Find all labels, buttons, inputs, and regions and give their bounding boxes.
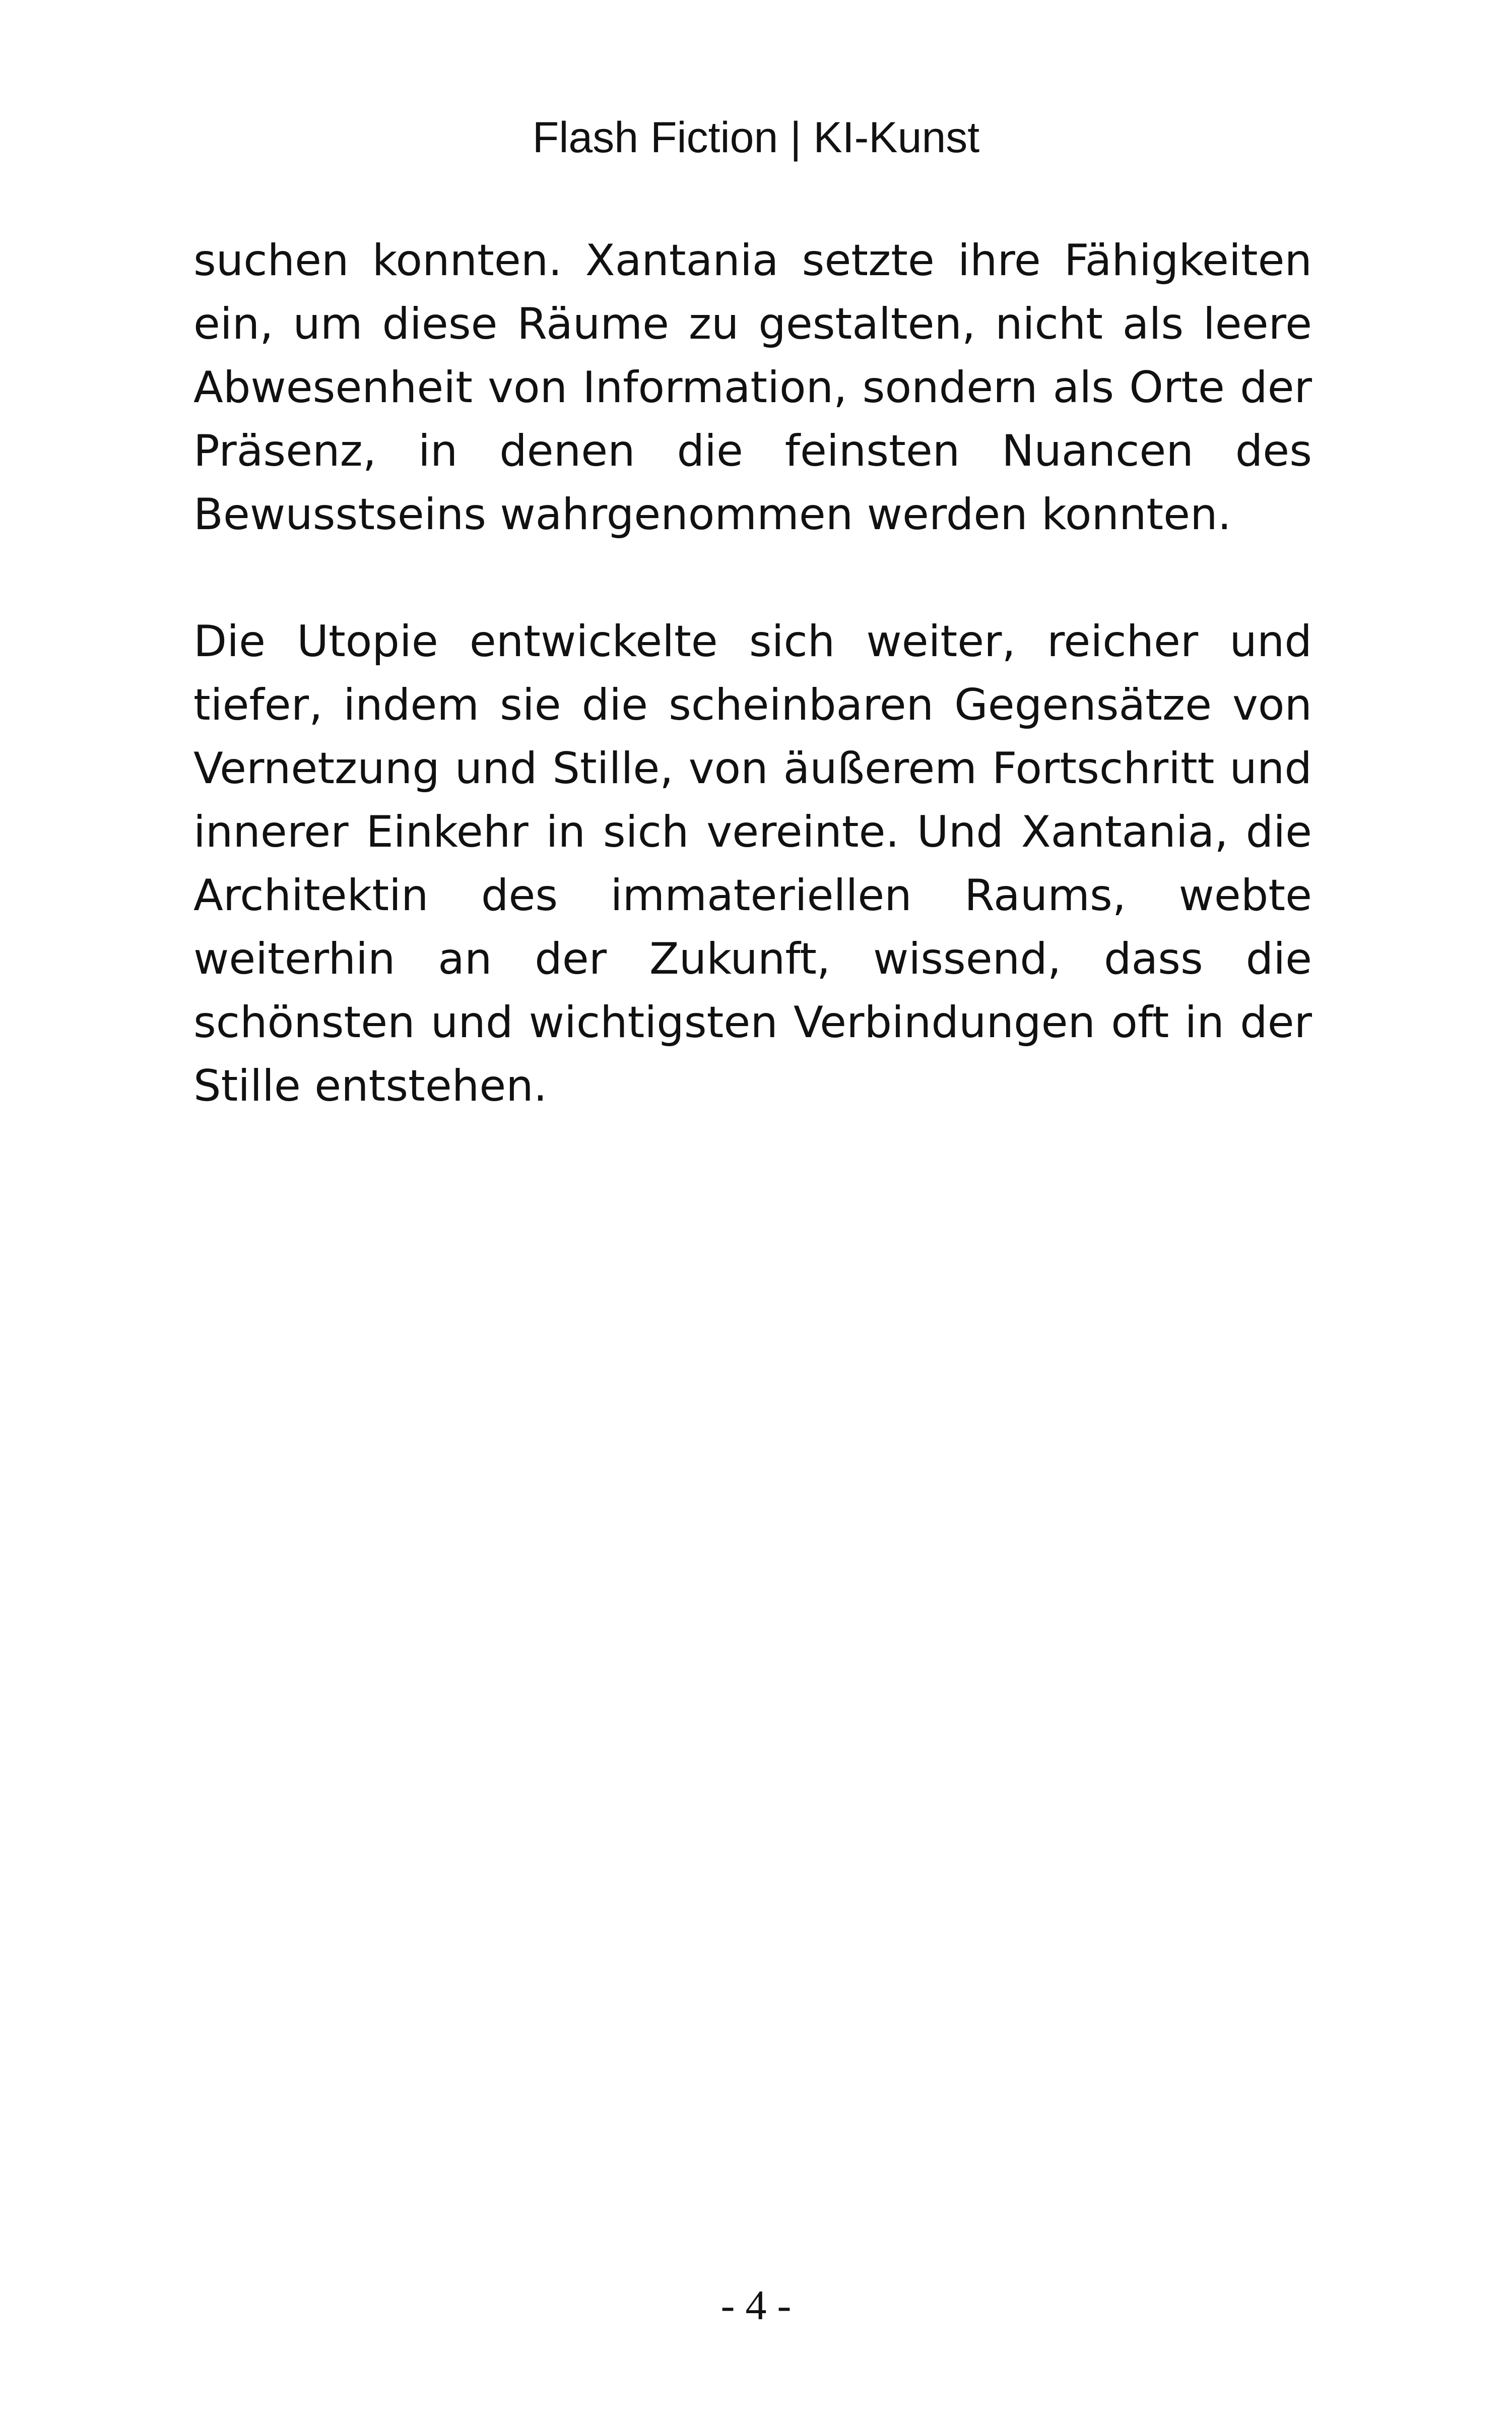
page-number: - 4 - — [720, 2282, 792, 2329]
running-header: Flash Fiction | KI-Kunst — [532, 113, 980, 162]
body-text — [193, 229, 1312, 1118]
paragraph-2: Die Utopie entwickelte sich weiter, reicher und tiefer, indem sie die scheinbaren Gegensätze von Vernetzung und Stille, von äußerem Fortschritt und innerer Einkehr in sich vereinte. Und Xantania, die Architektin des immateriellen Raums, webte weiterhin an der Zukunft, wissend, dass die schönsten und wichtigsten Verbindungen oft in der Stille entstehen. — [193, 616, 1312, 1111]
paragraph-1: suchen konnten. Xantania setzte ihre Fähigkeiten ein, um diese Räume zu gestalten, nicht als leere Abwesenheit von Information, sondern als Orte der Präsenz, in denen die feinsten Nuancen des Bewusstseins wahrgenommen werden konnten. — [193, 235, 1312, 540]
